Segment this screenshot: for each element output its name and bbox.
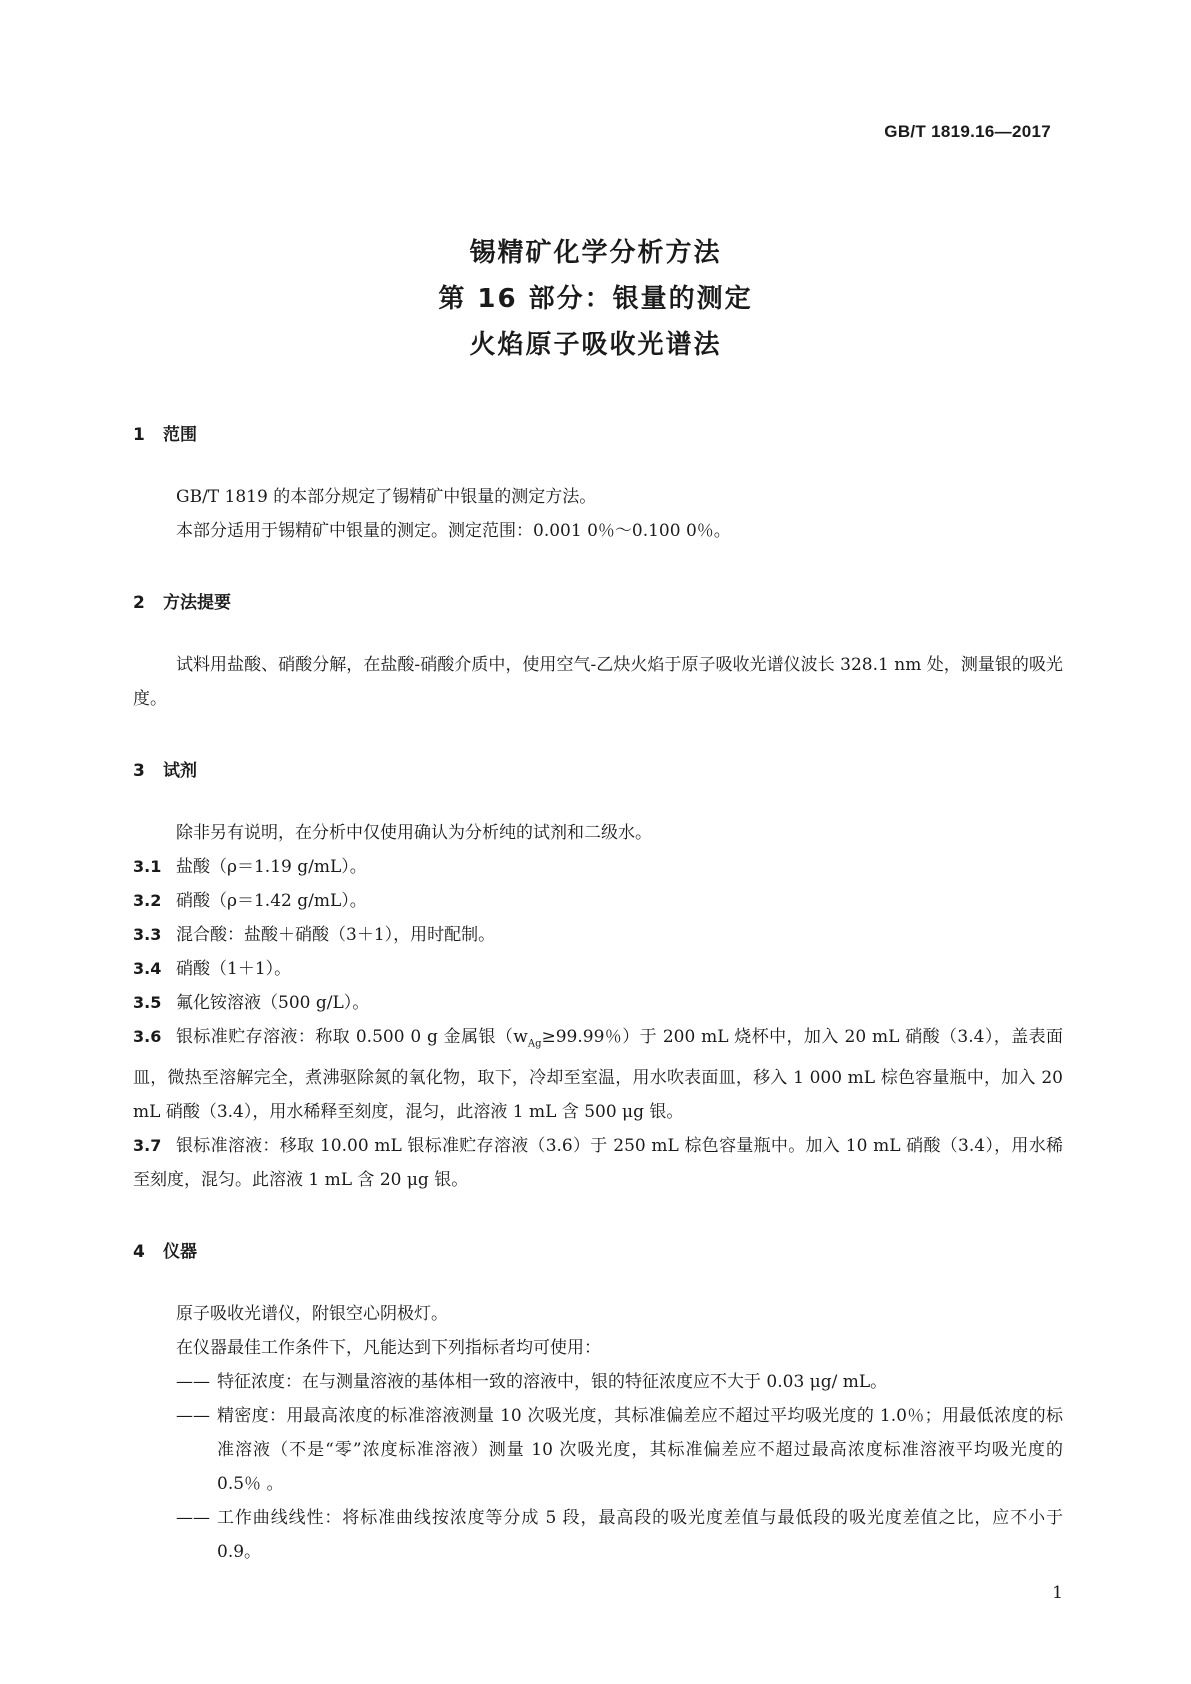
paragraph: 除非另有说明，在分析中仅使用确认为分析纯的试剂和二级水。 xyxy=(176,823,652,843)
document-title xyxy=(0,230,1191,368)
paragraph: 试料用盐酸、硝酸分解，在盐酸-硝酸介质中，使用空气-乙炔火焰于原子吸收光谱仪波长 328.1 nm 处，测量银的吸光度。 xyxy=(133,655,1063,709)
list-item xyxy=(133,1020,1063,1129)
dash-mark: —— xyxy=(176,1406,210,1427)
list-item xyxy=(133,884,1063,918)
dash-item-text: 特征浓度：在与测量溶液的基体相一致的溶液中，银的特征浓度应不大于 0.03 μg/ mL。 xyxy=(217,1372,888,1393)
title-line-2: 第 16 部分：银量的测定 xyxy=(438,284,753,314)
section-heading-principle xyxy=(133,588,1063,618)
document-body xyxy=(133,420,1063,1569)
dash-list-item xyxy=(133,1501,1063,1569)
list-item xyxy=(133,850,1063,884)
section-number: 4 xyxy=(133,1242,145,1263)
item-number: 3.6 xyxy=(133,1027,162,1046)
item-text: 盐酸（ρ＝1.19 g/mL）。 xyxy=(176,857,367,877)
section-heading-scope xyxy=(133,420,1063,450)
section-title: 仪器 xyxy=(163,1242,197,1263)
paragraph: GB/T 1819 的本部分规定了锡精矿中银量的测定方法。 xyxy=(176,487,597,507)
item-text: 混合酸：盐酸＋硝酸（3＋1），用时配制。 xyxy=(176,925,496,945)
dash-mark: —— xyxy=(176,1508,210,1529)
item-text: 硝酸（ρ＝1.42 g/mL）。 xyxy=(176,891,367,911)
item-text: 银标准溶液：移取 10.00 mL 银标准贮存溶液（3.6）于 250 mL 棕色容量瓶中。加入 10 mL 硝酸（3.4），用水稀至刻度，混匀。此溶液 1 mL 含 20 μg 银。 xyxy=(133,1136,1063,1191)
subscript: Ag xyxy=(527,1038,542,1050)
section-title: 范围 xyxy=(163,425,197,445)
dash-list-item xyxy=(133,1365,1063,1399)
section-heading-apparatus xyxy=(133,1237,1063,1267)
section-number: 3 xyxy=(133,761,145,781)
title-line-3: 火焰原子吸收光谱法 xyxy=(469,330,722,360)
item-number: 3.2 xyxy=(133,891,162,910)
item-number: 3.5 xyxy=(133,993,162,1012)
dash-list-item xyxy=(133,1399,1063,1501)
paragraph: 原子吸收光谱仪，附银空心阴极灯。 xyxy=(176,1304,448,1325)
item-number: 3.3 xyxy=(133,925,162,944)
item-text-cont: ≥99.99％）于 200 mL 烧杯中，加入 20 mL 硝酸（3.4），盖表面皿，微热至溶解完全，煮沸驱除氮的氧化物，取下，冷却至室温，用水吹表面皿，移入 1 000 mL 棕色容量瓶中，加入 20 mL 硝酸（3.4），用水稀释至刻度，混匀，此溶液 1 mL 含 500 μg 银。 xyxy=(133,1027,1063,1123)
section-number: 1 xyxy=(133,425,145,445)
item-text: 氟化铵溶液（500 g/L）。 xyxy=(176,993,370,1013)
item-number: 3.4 xyxy=(133,959,162,978)
dash-item-text: 工作曲线线性：将标准曲线按浓度等分成 5 段，最高段的吸光度差值与最低段的吸光度差值之比，应不小于 0.9。 xyxy=(217,1508,1063,1563)
section-number: 2 xyxy=(133,593,145,613)
page-number: 1 xyxy=(1052,1583,1063,1603)
section-title: 试剂 xyxy=(163,761,197,781)
section-heading-reagents xyxy=(133,756,1063,786)
list-item xyxy=(133,986,1063,1020)
title-line-1: 锡精矿化学分析方法 xyxy=(469,238,722,268)
list-item xyxy=(133,1129,1063,1197)
dash-mark: —— xyxy=(176,1372,210,1393)
list-item xyxy=(133,918,1063,952)
list-item xyxy=(133,952,1063,986)
dash-item-text: 精密度：用最高浓度的标准溶液测量 10 次吸光度，其标准偏差应不超过平均吸光度的 1.0％；用最低浓度的标准溶液（不是“零”浓度标准溶液）测量 10 次吸光度，其标准偏差应不超过最高浓度标准溶液平均吸光度的 0.5％ 。 xyxy=(217,1406,1063,1495)
section-title: 方法提要 xyxy=(163,593,231,613)
item-text: 硝酸（1＋1）。 xyxy=(176,959,292,979)
standard-code: GB/T 1819.16—2017 xyxy=(884,122,1051,141)
paragraph: 本部分适用于锡精矿中银量的测定。测定范围：0.001 0％～0.100 0％。 xyxy=(176,521,731,541)
item-text: 银标准贮存溶液：称取 0.500 0 g 金属银（w xyxy=(176,1027,528,1047)
item-number: 3.1 xyxy=(133,857,162,876)
item-number: 3.7 xyxy=(133,1136,162,1156)
paragraph: 在仪器最佳工作条件下，凡能达到下列指标者均可使用： xyxy=(176,1338,601,1359)
